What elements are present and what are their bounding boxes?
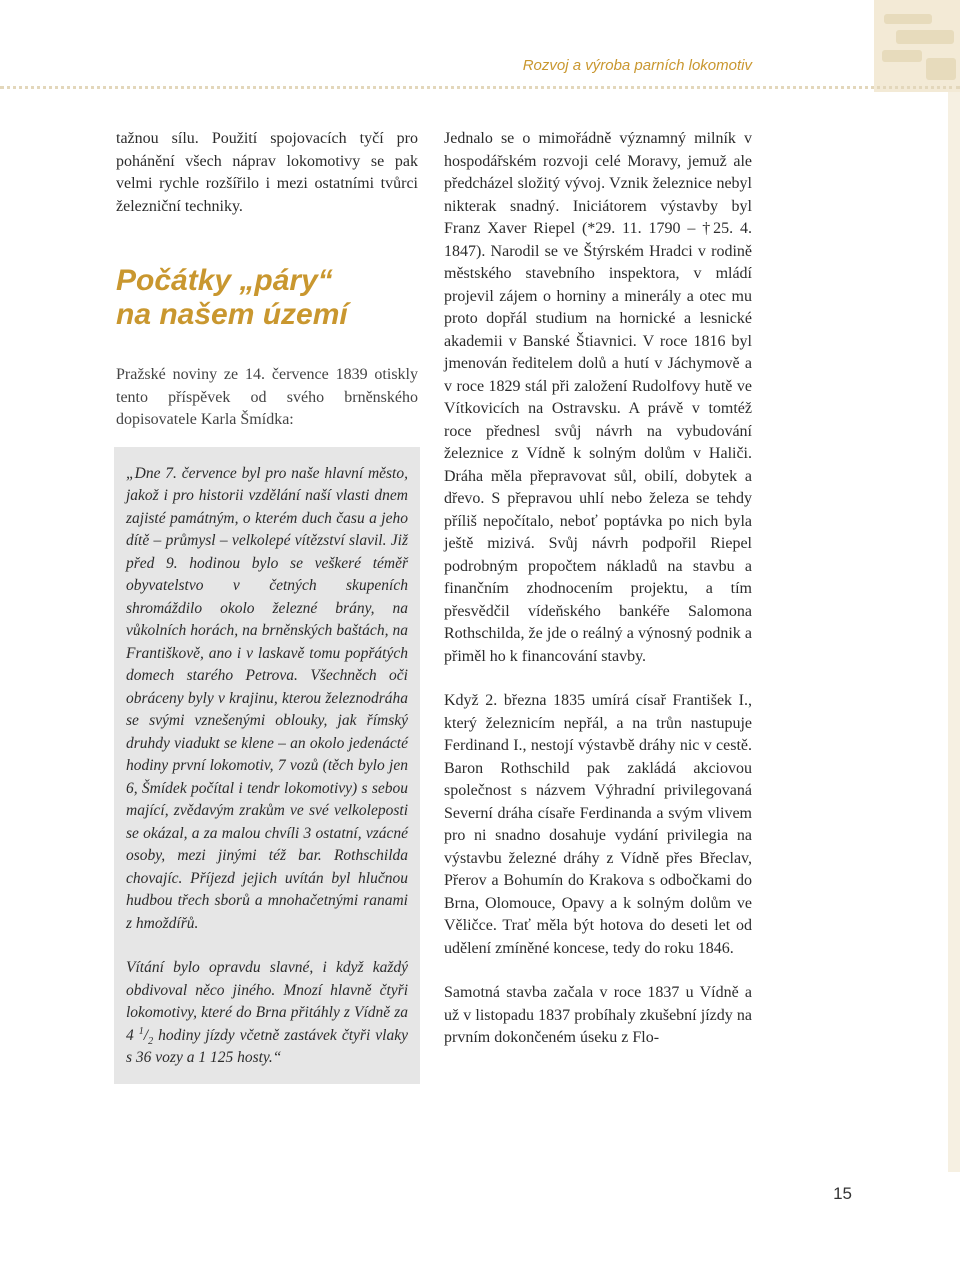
corner-decoration [874, 0, 960, 92]
fraction-denominator: 2 [148, 1035, 154, 1047]
left-column [116, 128, 418, 1084]
quote-paragraph-2 [126, 957, 408, 1070]
right-paragraph-2: Když 2. března 1835 umírá císař František I., který železnicím nepřál, a na trůn nastupuje Ferdinand I., nestojí výstavbě dráhy nic v cestě. Baron Rothschild pak zakládá akciovou společnost s názvem Výhradní privilegovaná Severní dráha císaře Ferdinanda a svým vlivem pro ni snadno dosahuje vydání privilegia na výstavbu železné dráhy z Vídně přes Břeclav, Přerov a Bohumín do Krakova s odbočkami do Brna, Olomouce, Opavy a k solným dolům ve Věličce. Trať měla být hotova do deseti let od udělení zmíněné koncese, tedy do roku 1846. [444, 692, 752, 957]
fraction-slash: / [143, 1026, 149, 1044]
right-paragraph-1: Jednalo se o mimořádně významný milník v hospodářském rozvoji celé Moravy, jemuž ale předcházel složitý vývoj. Vznik železnice nebyl nikterak snadný. Iniciátorem výstavby byl Franz Xaver Riepel (*29. 11. 1790 – †25. 4. 1847). Narodil se ve Štýrském Hradci v rodině městského stavebního inspektora, v mládí projevil zájem o horniny a minerály a otec mu proto dopřál studium na hornické a lesnické akademii v Banské Štiavnici. V roce 1816 byl jmenován ředitelem dolů a hutí v Jáchymově a v roce 1829 stál při založení Rudolfovy hutě ve Vítkovicích na Ostravsku. A právě v tomtéž roce přednesl svůj návrh na vybudování železnice z Vídně k solným dolům v Haliči. Dráha měla přepravovat sůl, obilí, dobytek a dřevo. S přepravou uhlí nebo železa se tehdy příliš nepočítalo, neboť poptávka po nich byla ještě mizivá. Svůj návrh podpořil Riepel podrobným propočtem nákladů na stavbu a finančním zhodnocením projektu, a tím přesvědčil vídeňského bankéře Salomona Rothschilda, že jde o reálný a výnosný podnik a přiměl ho k financování stavby. [444, 130, 752, 665]
right-paragraph-3: Samotná stavba začala v roce 1837 u Vídně a už v listopadu 1837 probíhaly zkušební jízdy na prvním dokončeném úseku z Flo- [444, 984, 752, 1046]
quote-paragraph-1: „Dne 7. července byl pro naše hlavní město, jakož i pro historii vzdělání naší vlasti dnem zajisté památným, o kterém duch času a jeho dítě – průmysl – velkolepé vítězství slavil. Již před 9. hodinou bylo se veškeré téměř obyvatelstvo v četných skupeních shromáždilo okolo železné brány, na vůkolních horách, na brněnských baštách, na Františkově, ano i v laskavě tomu popřátých domech starého Petrova. Všechněch oči obráceny byly v krajinu, kterou železnodráha se svými vznešenými oblouky, jak římský druhdy viadukt se klene – an okolo jedenácté hodiny první lokomotiv, 7 vozů (těch bylo jen 6, Šmídek počítal i tendr lokomotivy) s sebou mající, zvědavým zrakům ve své velkoleposti se okázal, a za malou chvíli 3 ostatní, vzácné osoby, mezi jinými též bar. Rothschilda chovajíc. Příjezd jejich uvítán byl hlučnou hudbou třech sborů a mnohačetnými ranami z hmoždířů. [126, 464, 408, 932]
side-decoration-strip [948, 92, 960, 1172]
fraction-numerator: 1 [138, 1025, 144, 1037]
quote-p2-end: hodiny jízdy včetně zastávek čtyři vlaky s 36 vozy a 1 125 hosty.“ [126, 1026, 408, 1066]
heading-line-1: Počátky „páry“ [116, 264, 333, 297]
header-divider [0, 86, 960, 89]
page-number: 15 [833, 1184, 852, 1203]
quote-p2-start: Vítání bylo opravdu slavné, i když každý obdivoval něco jiného. Mnozí hlavně čtyři lokomotivy, které do Brna přitáhly z Vídně za 4 [126, 959, 408, 1044]
heading-line-2: na našem území [116, 298, 348, 331]
section-heading [116, 264, 418, 332]
intro-paragraph: Pražské noviny ze 14. července 1839 otiskly tento příspěvek od svého brněnského dopisovatele Karla Šmídka: [116, 366, 418, 428]
right-column [444, 128, 752, 1050]
quote-box [114, 447, 420, 1084]
running-title: Rozvoj a výroba parních lokomotiv [522, 57, 752, 74]
opening-paragraph: tažnou sílu. Použití spojovacích tyčí pro pohánění všech náprav lokomotivy se pak velmi rychle rozšířilo i mezi ostatními tvůrci železniční techniky. [116, 130, 418, 215]
